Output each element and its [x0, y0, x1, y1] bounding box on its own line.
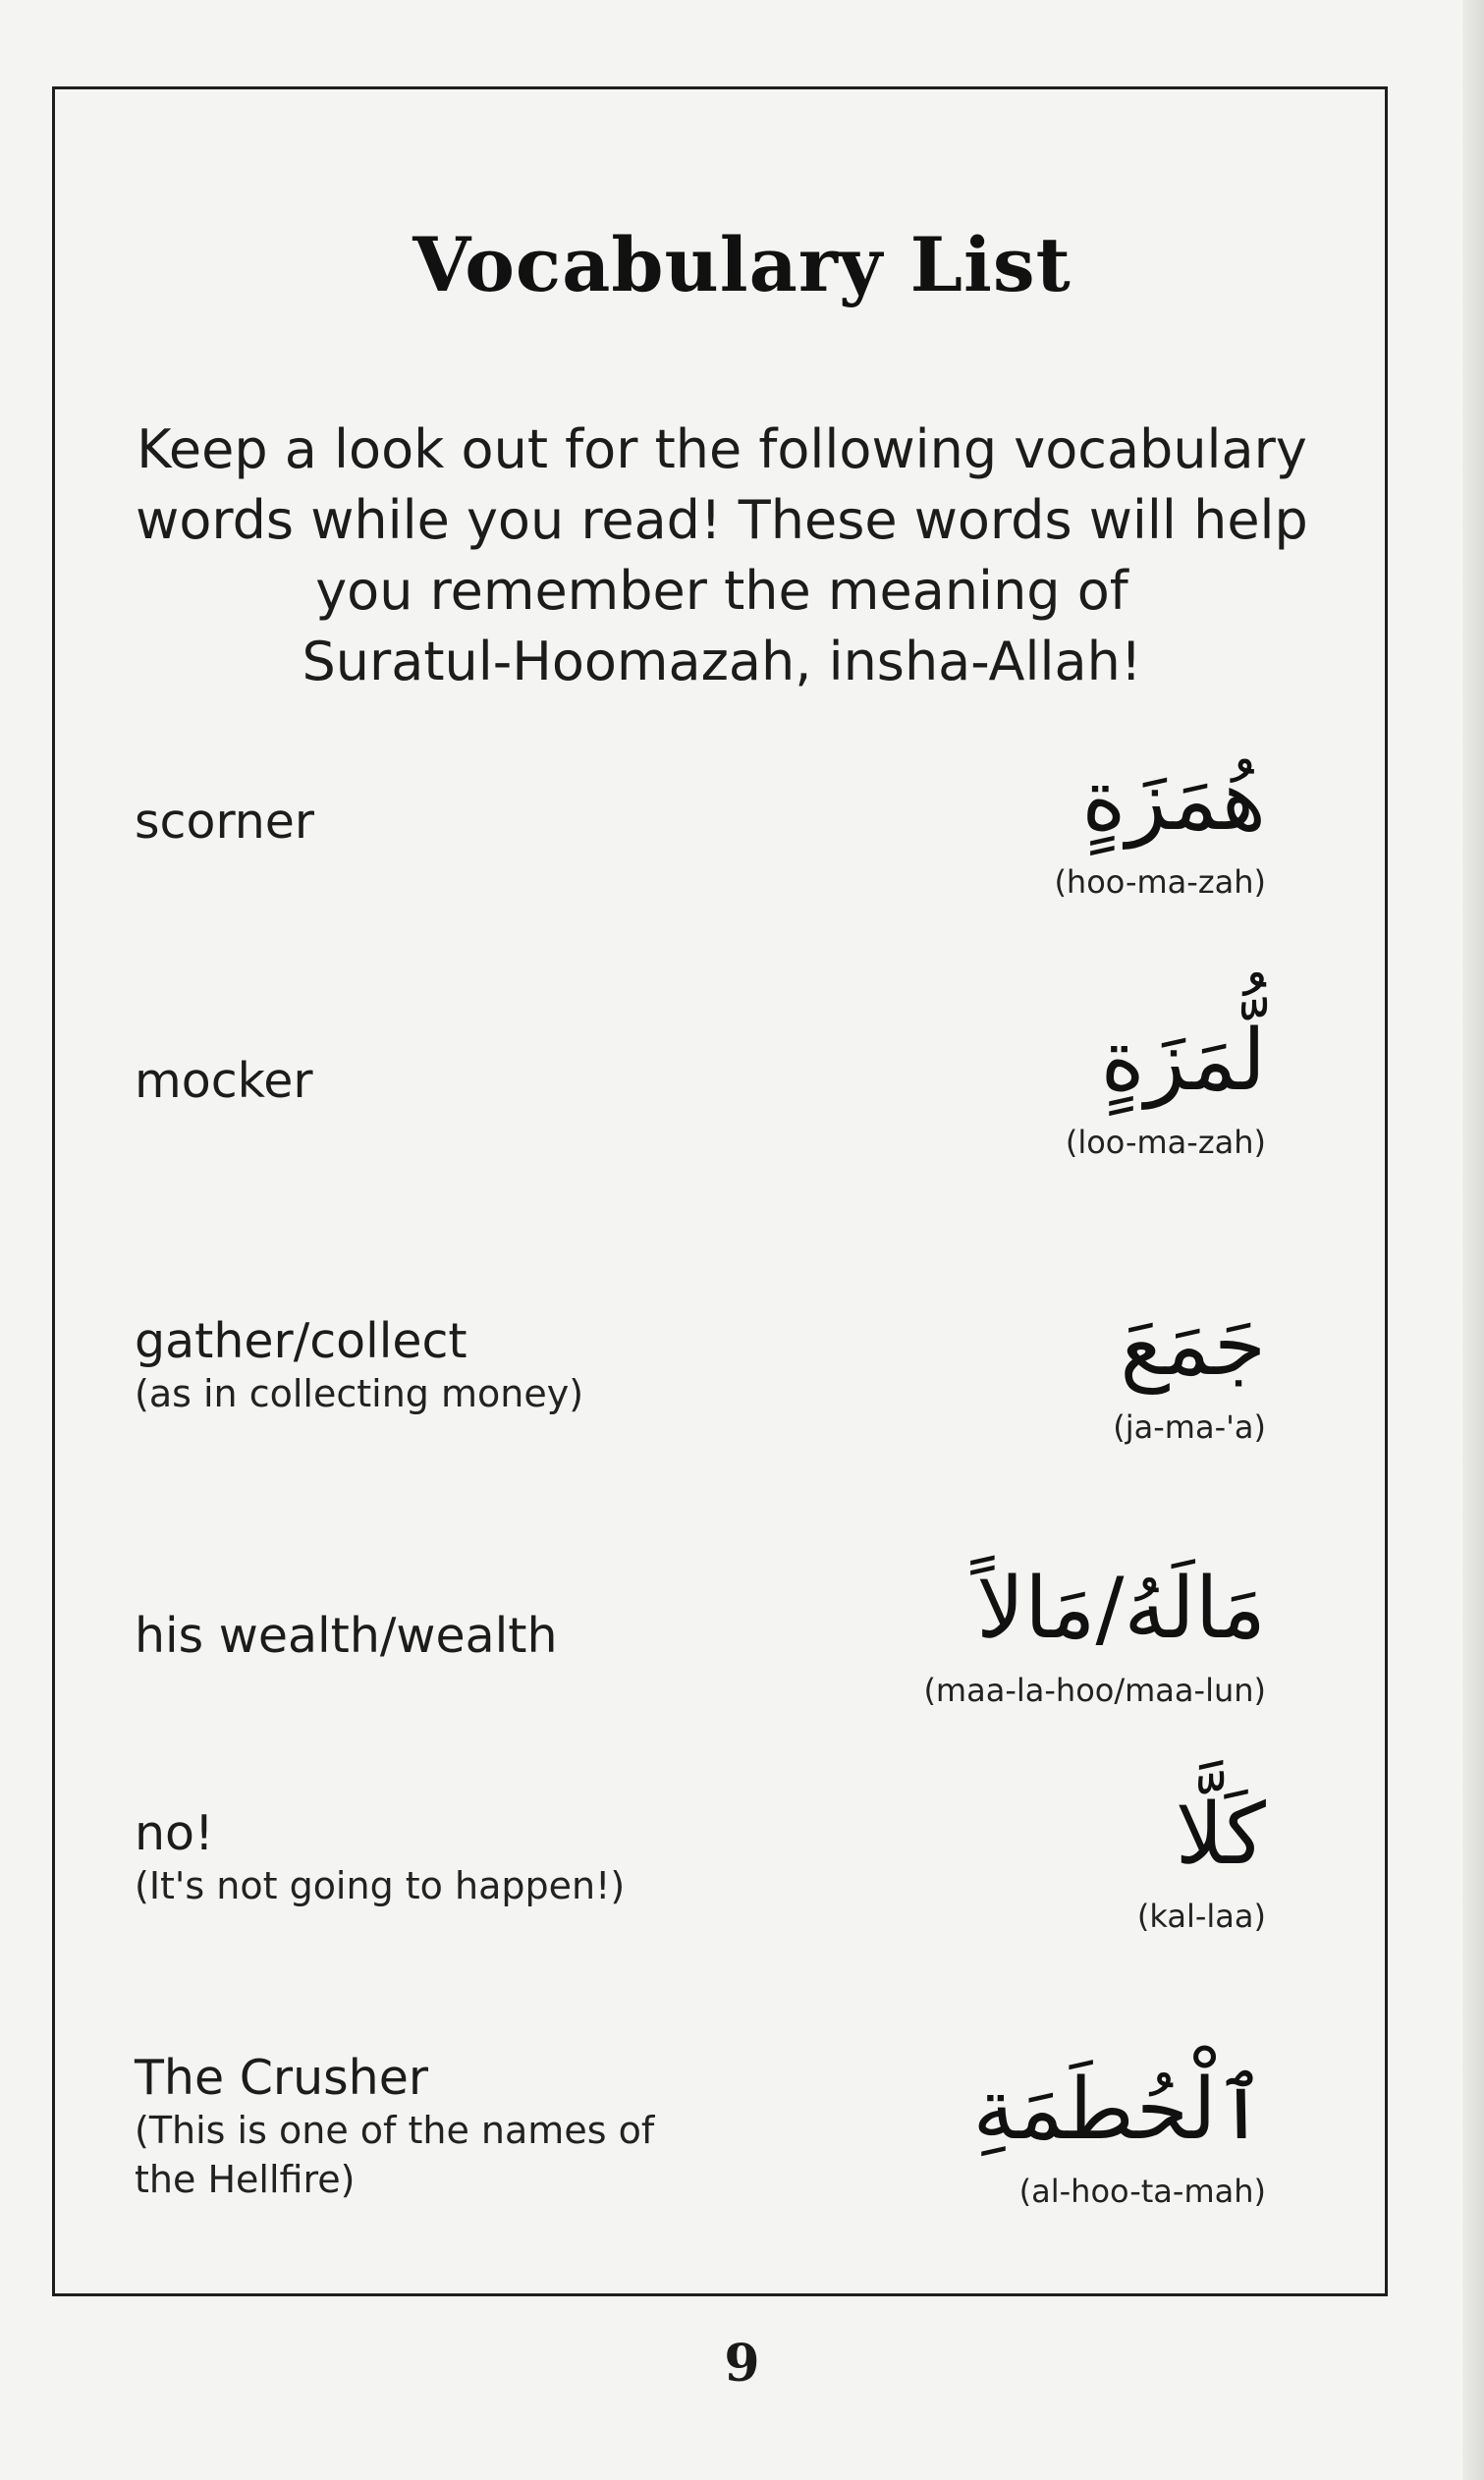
- usage-note-line: the Hellfire): [135, 2158, 356, 2201]
- vocab-arabic-wealth: [814, 1550, 1266, 1709]
- intro-line: Keep a look out for the following vocabulary: [137, 418, 1307, 480]
- vocab-arabic-mocker: [814, 1002, 1266, 1161]
- vocab-term-crusher: [135, 2050, 654, 2204]
- transliteration: (maa-la-hoo/maa-lun): [923, 1672, 1266, 1709]
- english-word: no!: [135, 1805, 214, 1861]
- page-edge: [1462, 0, 1484, 2480]
- arabic-word: مَالَهُ/مَالاً: [976, 1560, 1266, 1658]
- intro-line: words while you read! These words will help: [136, 489, 1308, 551]
- vocab-arabic-crusher: [814, 2051, 1266, 2210]
- vocab-term-gather: [135, 1313, 583, 1418]
- vocab-arabic-scorner: [814, 742, 1266, 901]
- usage-note: (as in collecting money): [135, 1372, 584, 1415]
- usage-note-line: (This is one of the names of: [135, 2109, 655, 2152]
- english-word: mocker: [135, 1053, 313, 1109]
- transliteration: (ja-ma-'a): [1113, 1408, 1266, 1446]
- page-title: Vocabulary List: [412, 221, 1072, 308]
- vocab-term-no: [135, 1805, 625, 1910]
- english-word: gather/collect: [135, 1313, 467, 1369]
- english-word: his wealth/wealth: [135, 1608, 558, 1664]
- page-number: 9: [724, 2334, 760, 2394]
- intro-paragraph: [88, 414, 1355, 697]
- arabic-word: هُمَزَةٍ: [1081, 751, 1266, 850]
- arabic-word: ٱلْحُطَمَةِ: [972, 2061, 1266, 2159]
- vocab-arabic-gather: [814, 1287, 1266, 1446]
- vocab-term-scorner: [135, 794, 314, 850]
- english-word: The Crusher: [135, 2050, 429, 2106]
- intro-line: Suratul-Hoomazah, insha-Allah!: [302, 631, 1142, 692]
- arabic-word: جَمَعَ: [1120, 1296, 1266, 1395]
- arabic-word: لُّمَزَةٍ: [1100, 1012, 1266, 1110]
- vocab-term-wealth: [135, 1608, 558, 1664]
- transliteration: (hoo-ma-zah): [1054, 863, 1266, 901]
- vocab-term-mocker: [135, 1053, 313, 1109]
- transliteration: (kal-laa): [1136, 1898, 1266, 1935]
- intro-line: you remember the meaning of: [315, 560, 1128, 622]
- vocab-arabic-no: [814, 1776, 1266, 1935]
- transliteration: (al-hoo-ta-mah): [1018, 2173, 1266, 2210]
- english-word: scorner: [135, 794, 315, 850]
- arabic-word: كَلَّا: [1175, 1786, 1266, 1884]
- transliteration: (loo-ma-zah): [1065, 1124, 1266, 1161]
- usage-note: (It's not going to happen!): [135, 1864, 626, 1907]
